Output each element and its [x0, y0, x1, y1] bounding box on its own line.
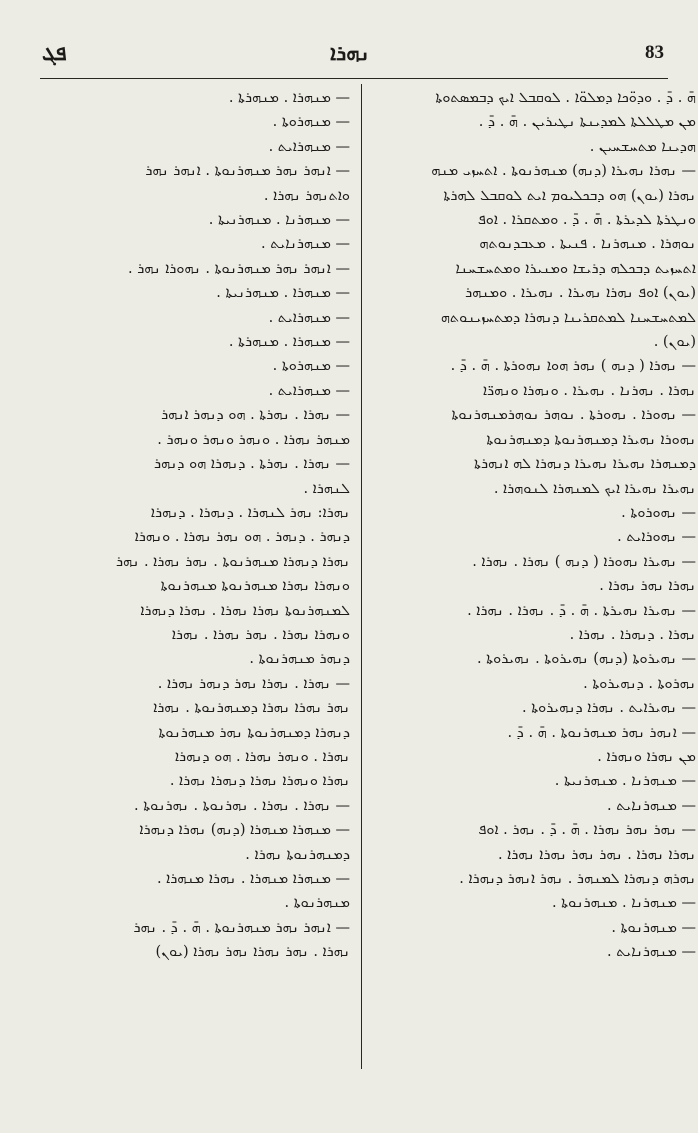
text-line: ܢܗܪ ܢܗܪܐ ܢܗܪܐ ܕܡܢܗܪܢܘܬܐ . ܢܗܪܐ	[153, 700, 350, 717]
text-line: ܡܢ ܢܗܪܐ ܘܢܗܪܐ .	[597, 748, 696, 765]
text-line: ܘܢܗܪܐ ܢܗܪܐ . ܢܗܪ ܢܗܪܐ . ܢܗܪܐ	[171, 626, 350, 643]
text-line: ܠܢܗܪܐ .	[303, 480, 350, 497]
text-line: — ܐܢܗܪ ܢܗܪ ܡܢܗܪܢܘܬܐ . ܗ̄ . ܕ̄ . ܢܗܪ	[133, 919, 350, 936]
text-line: — ܡܢܗܪܐ ܡܢܗܪܐ (ܕܢܗ) ܢܗܪܐ ܕܢܗܪܐ	[139, 822, 350, 839]
text-line: ܢܗܪܐ ܢܗܪܐ . ܢܗܪ ܢܗܪ ܢܗܪܐ ܢܗܪܐ .	[497, 846, 696, 863]
text-line: — ܡܢܗܪܐܝܬ .	[268, 138, 350, 155]
text-line: — ܡܢܗܪܢܐ . ܡܢܗܪܢܝܬܐ .	[208, 212, 350, 229]
text-line: ܠܡܬܚܫܚܢܐ ܠܡܬܩܪܝܢܐ ܕܢܗܪܐ ܕܡܬܚܙܝܢܘܬܗ	[440, 309, 696, 326]
text-line: — ܢܗܪܐ ܢܗܝܪܐ (ܕܢܗ) ܡܢܗܪܢܘܬܐ . ܐܬܚܙܝ ܡܢܗ	[431, 163, 696, 180]
text-line: (ܝܘܢ) .	[653, 334, 696, 351]
text-line: ܠܡܢܗܪܢܘܬܐ ܢܗܪܐ ܢܗܪܐ . ܢܗܪܐ ܕܢܗܪܐ	[140, 602, 350, 619]
text-line: — ܢܗܪܐ . ܢܗܪܐ ܢܗܪ ܕܢܗܪ ܢܗܪܐ .	[157, 675, 350, 692]
text-line: — ܐܢܗܪ ܢܗܪ ܡܢܗܪܢܘܬܐ . ܗ̄ . ܕ̄ .	[507, 724, 696, 741]
text-line: ܢܗܪܐ . ܘܢܗܪ ܢܗܪܐ . ܗܘ ܕܢܗܪܐ	[174, 748, 350, 765]
column-divider	[361, 84, 362, 1069]
header-rule	[40, 78, 668, 79]
text-line: ܢܗܪܐ ܘܢܗܪܐ ܢܗܪܐ ܕܢܗܪܐ ܢܗܪܐ .	[169, 773, 350, 790]
text-line: — ܐܢܗܪ ܢܗܪ ܡܢܗܪܢܘܬܐ . ܐܢܗܪ ܢܗܪ	[145, 163, 350, 180]
text-line: ܕܡܢܗܪܐ ܢܗܝܪܐ ܢܗܝܪܐ ܕܢܗܪܐ ܠܗ ܐܢܗܪܬܐ	[474, 456, 696, 473]
text-line: — ܡܢܗܪܢܘܬܐ .	[611, 919, 696, 936]
text-line: ܘܐܬܢܗܪ ܢܗܪܐ .	[263, 187, 350, 204]
text-line: (ܝܘܢ) ܐܘܦ ܢܗܪܐ ܢܗܝܪܐ . ܢܗܝܪܐ . ܘܡܢܗܪ	[465, 285, 696, 302]
text-line: ܕܢܗܪܐ ܕܡܢܗܪܢܘܬܐ ܢܗܪ ܡܢܗܪܢܘܬܐ	[158, 724, 350, 741]
text-line: ܘܢܛܪܬܐ ܠܕܝܪܬܐ . ܗ̄ . ܕ̄ . ܘܡܬܩܪܐ . ܐܘܦ	[477, 212, 696, 229]
text-line: ܢܗܪܐ ܕܢܗܪܐ ܡܢܗܪܢܘܬܐ . ܢܗܪ ܢܗܪܐ . ܢܗܪ	[115, 553, 350, 570]
text-line: — ܡܢܗܪܢܐ . ܡܢܗܪܢܘܬܐ .	[551, 895, 696, 912]
text-line: — ܢܗܪܐ . ܢܗܪܬܐ . ܕܢܗܪܐ ܗܘ ܕܢܗܪ	[153, 456, 350, 473]
text-line: — ܡܢܗܪܢܐܝܬ .	[607, 797, 696, 814]
text-line: ܡܢܗܪܢܘܬܐ .	[284, 895, 350, 912]
header-left-mark: ܦܓ	[42, 40, 67, 66]
text-line: ܕܡܢܗܪܢܘܬܐ ܢܗܪܐ .	[245, 846, 350, 863]
text-line: ܢܗܪܘܬܐ . ܕܢܗܝܪܘܬܐ .	[583, 675, 696, 692]
text-line: ܕܢܗܪ ܡܢܗܪܢܘܬܐ .	[249, 651, 350, 668]
text-line: — ܢܗܪ ܢܗܪ ܢܗܪܐ . ܗ̄ . ܕ̄ . ܢܗܪ . ܐܘܦ	[478, 822, 696, 839]
text-line: ܗܕܝܢܐ ܡܬܚܫܚܝܢ .	[589, 138, 696, 155]
text-line: ܢܗܪܐ (ܝܘܢ) ܗܘ ܕܒܟܠܝܘܡ ܐܝܬ ܠܘܩܒܠ ܠܗܪܬܐ	[443, 187, 696, 204]
text-line: — ܢܗܪܐ . ܢܗܪܐ . ܢܗܪܢܘܬܐ . ܢܗܪܢܘܬܐ .	[134, 797, 350, 814]
text-line: — ܡܢܗܪܘܬܐ .	[272, 114, 350, 131]
text-line: — ܡܢܗܪܐ . ܡܢܗܪܢܝܬܐ .	[216, 285, 350, 302]
running-title: ܢܗܪܐ	[330, 40, 370, 65]
text-line: — ܢܗܝܪܘܬܐ (ܕܢܗ) ܢܗܝܪܘܬܐ . ܢܗܝܪܘܬܐ .	[476, 651, 696, 668]
text-line: — ܡܢܗܪܐܝܬ .	[268, 309, 350, 326]
text-line: — ܡܢܗܪܢܐܝܬ .	[261, 236, 350, 253]
text-line: — ܡܢܗܪܐܝܬ .	[268, 382, 350, 399]
text-line: — ܡܢܗܪܘܬܐ .	[272, 358, 350, 375]
text-line: ܗ̄ . ܕ̄ . ܘܕܘ̈ܟܐ ܕܡܠܘ̈ܐ . ܠܘܩܒܠ ܐܝܟ ܕܒܡܣܬܘܬܐ	[435, 90, 696, 106]
text-line: — ܡܢܗܪܢܐܝܬ .	[607, 944, 696, 961]
text-line: ܢܗܘܪܐ ܢܗܝܪܐ ܕܡܢܗܪܢܘܬܐ ܕܡܢܗܪܢܘܬܐ	[486, 431, 696, 448]
text-line: ܡܢܗܪ ܢܗܪܐ . ܘܢܗܪ ܘܢܗܪ ܘܢܗܪ .	[157, 431, 350, 448]
text-line: — ܡܢܗܪܐ . ܡܢܗܪܬܐ .	[228, 90, 350, 106]
text-line: — ܢܗܝܪܐ ܢܗܝܪܬܐ . ܗ̄ . ܕ̄ . ܢܗܪܐ . ܢܗܪܐ .	[467, 602, 696, 619]
text-line: ܕܢܗܪ . ܕܢܗܪ . ܗܘ ܢܗܪ ܢܗܪܐ . ܘܢܗܪܐ	[134, 529, 350, 546]
text-line: — ܡܢܗܪܐ . ܡܢܗܪܬܐ .	[228, 334, 350, 351]
text-line: — ܢܗܪܐ ( ܕܢܗ ) ܢܗܪ ܗܘܐ ܢܗܘܪܬܐ . ܗ̄ . ܕ̄ .	[450, 358, 696, 375]
text-line: ܢܗܪܗ ܕܢܗܪܐ ܠܡܢܗܪ . ܢܗܪ ܐܢܗܪ ܕܢܗܪܐ .	[459, 871, 696, 887]
text-line: — ܐܢܗܪ ܢܗܪ ܡܢܗܪܢܘܬܐ . ܢܗܘܪܐ ܢܗܪ .	[128, 260, 350, 277]
text-line: — ܡܢܗܪܐ ܡܢܗܪܐ . ܢܗܪܐ ܡܢܗܪܐ .	[156, 871, 350, 887]
text-line: ܘܢܗܪܐ ܢܗܪܐ ܡܢܗܪܢܘܬܐ ܡܢܗܪܢܘܬܐ	[160, 578, 350, 595]
text-line: ܢܗܪܐ: ܢܗܪ ܠܢܗܪܐ . ܕܢܗܪܐ . ܕܢܗܪܐ	[150, 504, 350, 521]
right-column	[384, 86, 696, 965]
text-line: — ܢܗܪܐ . ܢܗܪܬܐ . ܗܘ ܕܢܗܪ ܐܢܗܪ	[161, 407, 350, 424]
text-line: — ܢܗܘܪܐܝܬ .	[617, 529, 696, 546]
text-line: — ܢܗܘܪܘܬܐ .	[621, 504, 696, 521]
page-header	[30, 40, 670, 70]
text-line: ܢܗܪܐ . ܢܗܪܢܐ . ܢܗܝܪܐ . ܘܢܗܪܐ ܘܢܗܪ̈ܐ	[482, 382, 696, 399]
text-line: ܢܗܪܐ . ܕܢܗܪܐ . ܢܗܪܐ .	[569, 626, 696, 643]
text-line: — ܢܗܝܪܐ ܢܗܘܪܐ ( ܕܢܗ ) ܢܗܪܐ . ܢܗܪܐ .	[472, 553, 696, 570]
text-line: ܢܗܪܐ . ܢܗܪ ܢܗܪܐ ܢܗܪ ܢܗܪܐ (ܝܘܢ)	[155, 944, 350, 961]
text-line: ܐܬܚܙܝܬ ܕܒܟܠܗ ܕܪܝܫܐ ܘܡܢܝܪܐ ܘܡܬܚܫܚܢܐ	[455, 260, 696, 277]
text-line: ܢܗܪܐ ܢܗܪ ܢܗܪܐ .	[599, 578, 696, 595]
text-line: ܢܘܗܪܐ . ܡܢܗܪܢܐ . ܦܢܝܬܐ . ܡܥܒܕܢܘܬܗ	[479, 236, 696, 253]
text-line: — ܡܢܗܪܢܐ . ܡܢܗܪܢܝܬܐ .	[554, 773, 696, 790]
text-line: — ܢܗܝܪܐܝܬ . ܢܗܪܐ ܕܢܗܝܪܘܬܐ .	[521, 700, 696, 717]
text-line: ܡܢ ܡܛܠܠܬܐ ܠܡܕܝܢܬܐ ܢܛܝܪܝܢ . ܗ̄ . ܕ̄ .	[478, 114, 696, 131]
left-column	[38, 86, 350, 965]
page-number: 83	[645, 42, 664, 63]
text-line: ܢܗܝܪܐ ܢܗܝܪܐ ܐܝܟ ܠܡܢܗܪܐ ܠܢܘܗܪܐ .	[493, 480, 696, 497]
text-line: — ܢܗܘܪܐ . ܢܗܘܪܬܐ . ܢܘܗܪ ܢܘܗܪܡܢܗܪܢܘܬܐ	[451, 407, 696, 424]
